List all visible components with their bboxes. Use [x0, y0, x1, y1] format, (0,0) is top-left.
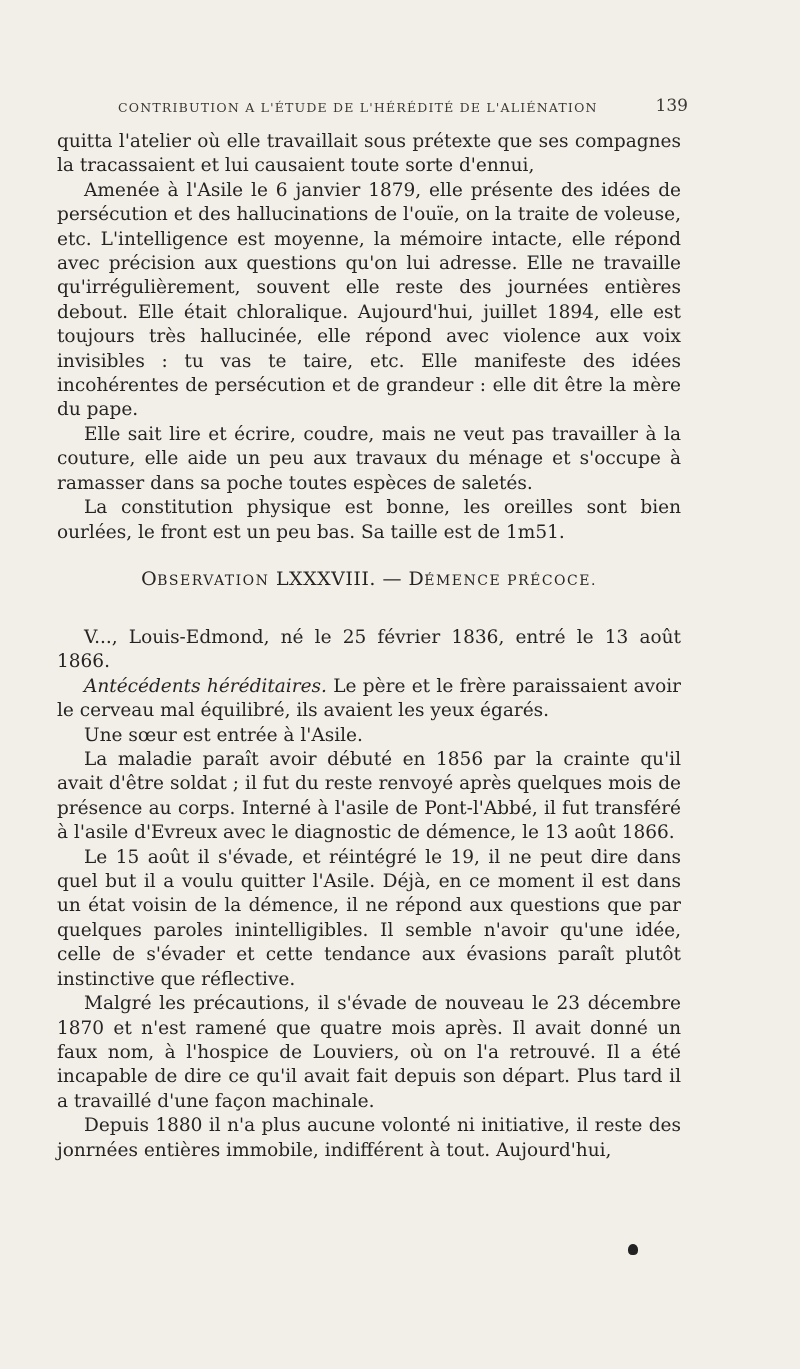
ink-blot [628, 1244, 638, 1255]
observation-number: LXXXVIII. [275, 568, 376, 590]
paragraph: quitta l'atelier où elle travaillait sous prétexte que ses compagnes la tracassaient et lui causaient toute sorte d'ennui, [57, 131, 681, 177]
paragraph: Une sœur est entrée à l'Asile. [84, 724, 363, 746]
heading-dash: — [382, 568, 402, 590]
paragraph: Amenée à l'Asile le 6 janvier 1879, elle présente des idées de persécution et des hallucinations de l'ouïe, on la traite de voleuse, etc. L'intelligence est moyenne, la mémoire intacte, elle répond avec précision aux questions qu'on lui adresse. Elle ne travaille qu'irrégulièrement, souvent elle reste des journées entières debout. Elle était chloralique. Aujourd'hui, juillet 1894, elle est toujours très hallucinée, elle répond avec violence aux voix invisibles : tu vas te taire, etc. Elle manifeste des idées incohérentes de persécution et de grandeur : elle dit être la mère du pape. [57, 179, 681, 421]
antecedents-text: Le père et le frère paraissaient avoir le cerveau mal équilibré, ils avaient les yeux égarés. [57, 675, 681, 722]
page-number: 139 [655, 96, 688, 116]
paragraph: Le 15 août il s'évade, et réintégré le 19, il ne peut dire dans quel but il a voulu quitter l'Asile. Déjà, en ce moment il est dans un état voisin de la démence, il ne répond aux questions que par quelques paroles inintelligibles. Il semble n'avoir qu'une idée, celle de s'évader et cette tendance aux évasions paraît plutôt instinctive que réflective. [57, 846, 681, 990]
running-title: CONTRIBUTION A L'ÉTUDE DE L'HÉRÉDITÉ DE L'ALIÉNATION [118, 100, 598, 115]
paragraph: La constitution physique est bonne, les oreilles sont bien ourlées, le front est un peu bas. Sa taille est de 1m51. [57, 497, 681, 543]
case-intro: V..., Louis-Edmond, né le 25 février 1836, entré le 13 août 1866. [57, 627, 681, 673]
paragraph: Malgré les précautions, il s'évade de nouveau le 23 décembre 1870 et n'est ramené que quatre mois après. Il avait donné un faux nom, à l'hospice de Louviers, où on l'a retrouvé. Il a été incapable de dire ce qu'il avait fait depuis son départ. Plus tard il a travaillé d'une façon machinale. [57, 993, 681, 1112]
observation-label-initial: O [141, 568, 158, 590]
observation-subject-rest: ÉMENCE PRÉCOCE. [424, 573, 597, 589]
observation-subject-initial: D [408, 568, 425, 590]
observation-heading [57, 568, 681, 590]
text-block-top [57, 130, 681, 545]
antecedents-label: Antécédents héréditaires. [84, 675, 327, 697]
antecedents-paragraph [57, 675, 681, 724]
observation-heading-block [57, 568, 681, 590]
running-header [118, 96, 688, 118]
paragraph: Depuis 1880 il n'a plus aucune volonté ni initiative, il reste des jonrnées entières immobile, indifférent à tout. Aujourd'hui, [57, 1115, 681, 1161]
observation-label-rest: BSERVATION [157, 573, 270, 589]
paragraph: La maladie paraît avoir débuté en 1856 par la crainte qu'il avait d'être soldat ; il fut du reste renvoyé après quelques mois de présence au corps. Interné à l'asile de Pont-l'Abbé, il fut transféré à l'asile d'Evreux avec le diagnostic de démence, le 13 août 1866. [57, 749, 681, 844]
text-block-bottom [57, 626, 681, 1163]
paragraph: Elle sait lire et écrire, coudre, mais ne veut pas travailler à la couture, elle aide un peu aux travaux du ménage et s'occupe à ramasser dans sa poche toutes espèces de saletés. [57, 423, 681, 494]
